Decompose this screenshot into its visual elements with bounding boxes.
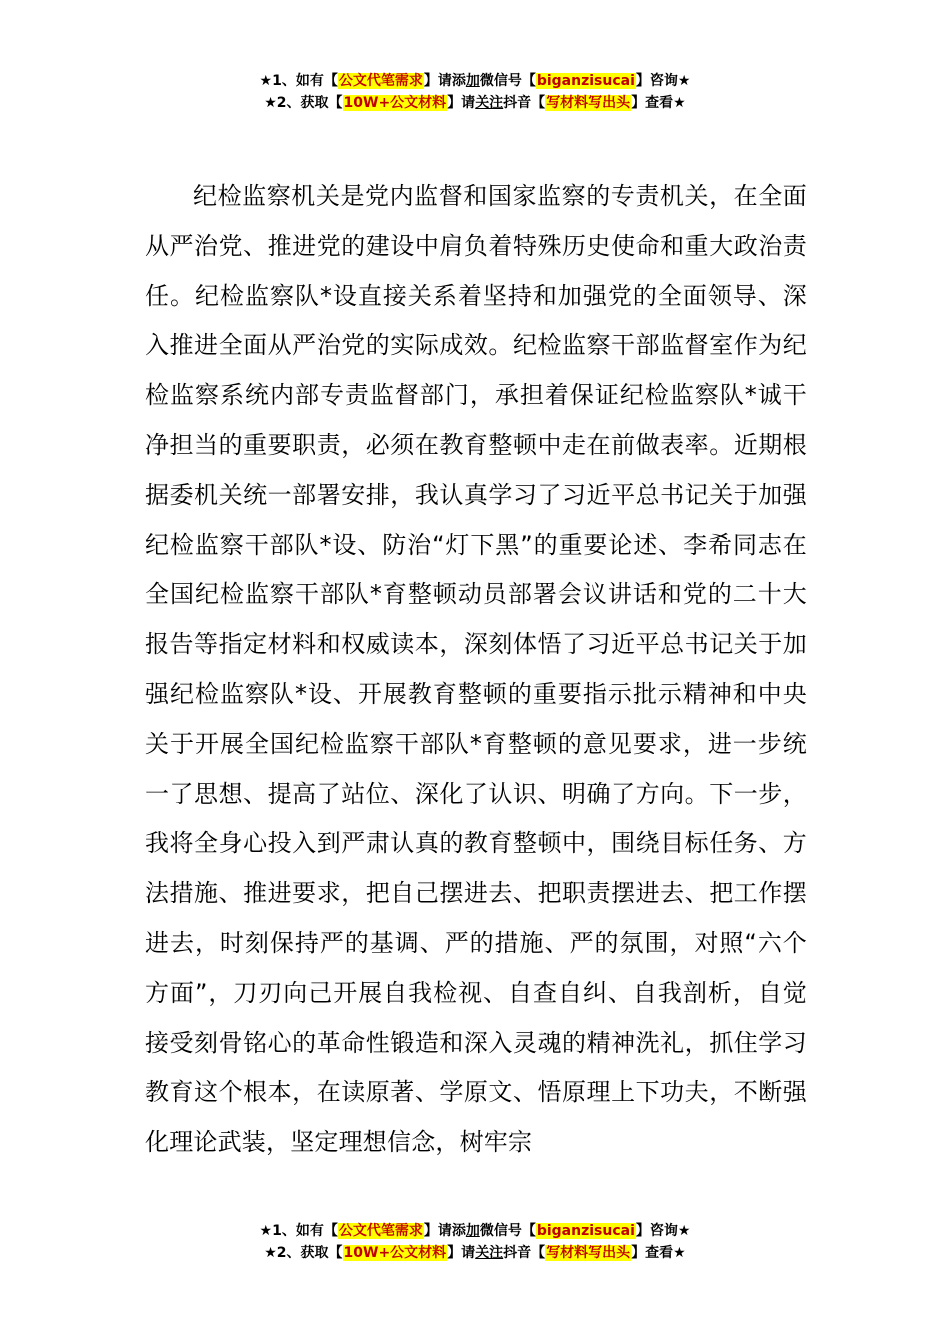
header-line-1-prefix: ★1、如有【 <box>259 73 338 89</box>
header-line-1 <box>0 70 950 92</box>
header-highlight-douyin-account: 写材料写出头 <box>546 95 631 111</box>
header-underline-follow: 关注 <box>475 95 504 111</box>
header-highlight-wechat-id: biganzisucai <box>536 73 635 89</box>
header-line-2 <box>0 92 950 114</box>
header-line-2-prefix: ★2、获取【 <box>264 95 343 111</box>
footer-line-1-mid: 】请添 <box>423 1223 466 1239</box>
footer-highlight-douyin-account: 写材料写出头 <box>546 1245 631 1261</box>
footer-line-1-mid2: 微信号【 <box>479 1223 536 1239</box>
footer-line-2-suffix: 】查看★ <box>631 1245 686 1261</box>
footer-line-1-prefix: ★1、如有【 <box>259 1223 338 1239</box>
header-line-1-suffix: 】咨询★ <box>635 73 691 89</box>
footer-underline-add: 加 <box>465 1223 480 1239</box>
body-paragraph: 纪检监察机关是党内监督和国家监察的专责机关，在全面从严治党、推进党的建设中肩负着特殊历史使命和重大政治责任。纪检监察队*设直接关系着坚持和加强党的全面领导、深入推进全面从严治党的实际成效。纪检监察干部监督室作为纪检监察系统内部专责监督部门，承担着保证纪检监察队*诚干净担当的重要职责，必须在教育整顿中走在前做表率。近期根据委机关统一部署安排，我认真学习了习近平总书记关于加强纪检监察干部队*设、防治“灯下黑”的重要论述、李希同志在全国纪检监察干部队*育整顿动员部署会议讲话和党的二十大报告等指定材料和权威读本，深刻体悟了习近平总书记关于加强纪检监察队*设、开展教育整顿的重要指示批示精神和中央关于开展全国纪检监察干部队*育整顿的意见要求，进一步统一了思想、提高了站位、深化了认识、明确了方向。下一步，我将全身心投入到严肃认真的教育整顿中，围绕目标任务、方法措施、推进要求，把自己摆进去、把职责摆进去、把工作摆进去，时刻保持严的基调、严的措施、严的氛围，对照“六个方面”，刀刃向己开展自我检视、自查自纠、自我剖析，自觉接受刻骨铭心的革命性锻造和深入灵魂的精神洗礼，抓住学习教育这个根本，在读原著、学原文、悟原理上下功夫，不断强化理论武装，坚定理想信念，树牢宗 <box>145 182 807 1157</box>
footer-line-2-mid: 】请 <box>447 1245 476 1261</box>
header-line-2-mid: 】请 <box>447 95 476 111</box>
footer-line-2-mid2: 抖音【 <box>503 1245 546 1261</box>
footer-highlight-service: 公文代笔需求 <box>338 1223 423 1239</box>
footer-banner <box>0 1220 950 1264</box>
header-highlight-materials: 10W+公文材料 <box>343 95 447 111</box>
footer-highlight-materials: 10W+公文材料 <box>343 1245 447 1261</box>
header-line-2-mid2: 抖音【 <box>503 95 546 111</box>
footer-line-1-suffix: 】咨询★ <box>635 1223 691 1239</box>
header-line-1-mid2: 微信号【 <box>479 73 536 89</box>
header-underline-add: 加 <box>465 73 480 89</box>
header-highlight-service: 公文代笔需求 <box>338 73 423 89</box>
footer-line-2 <box>0 1242 950 1264</box>
footer-underline-follow: 关注 <box>475 1245 504 1261</box>
header-banner <box>0 70 950 114</box>
header-line-2-suffix: 】查看★ <box>631 95 686 111</box>
footer-highlight-wechat-id: biganzisucai <box>536 1223 635 1239</box>
footer-line-2-prefix: ★2、获取【 <box>264 1245 343 1261</box>
header-line-1-mid: 】请添 <box>423 73 466 89</box>
footer-line-1 <box>0 1220 950 1242</box>
